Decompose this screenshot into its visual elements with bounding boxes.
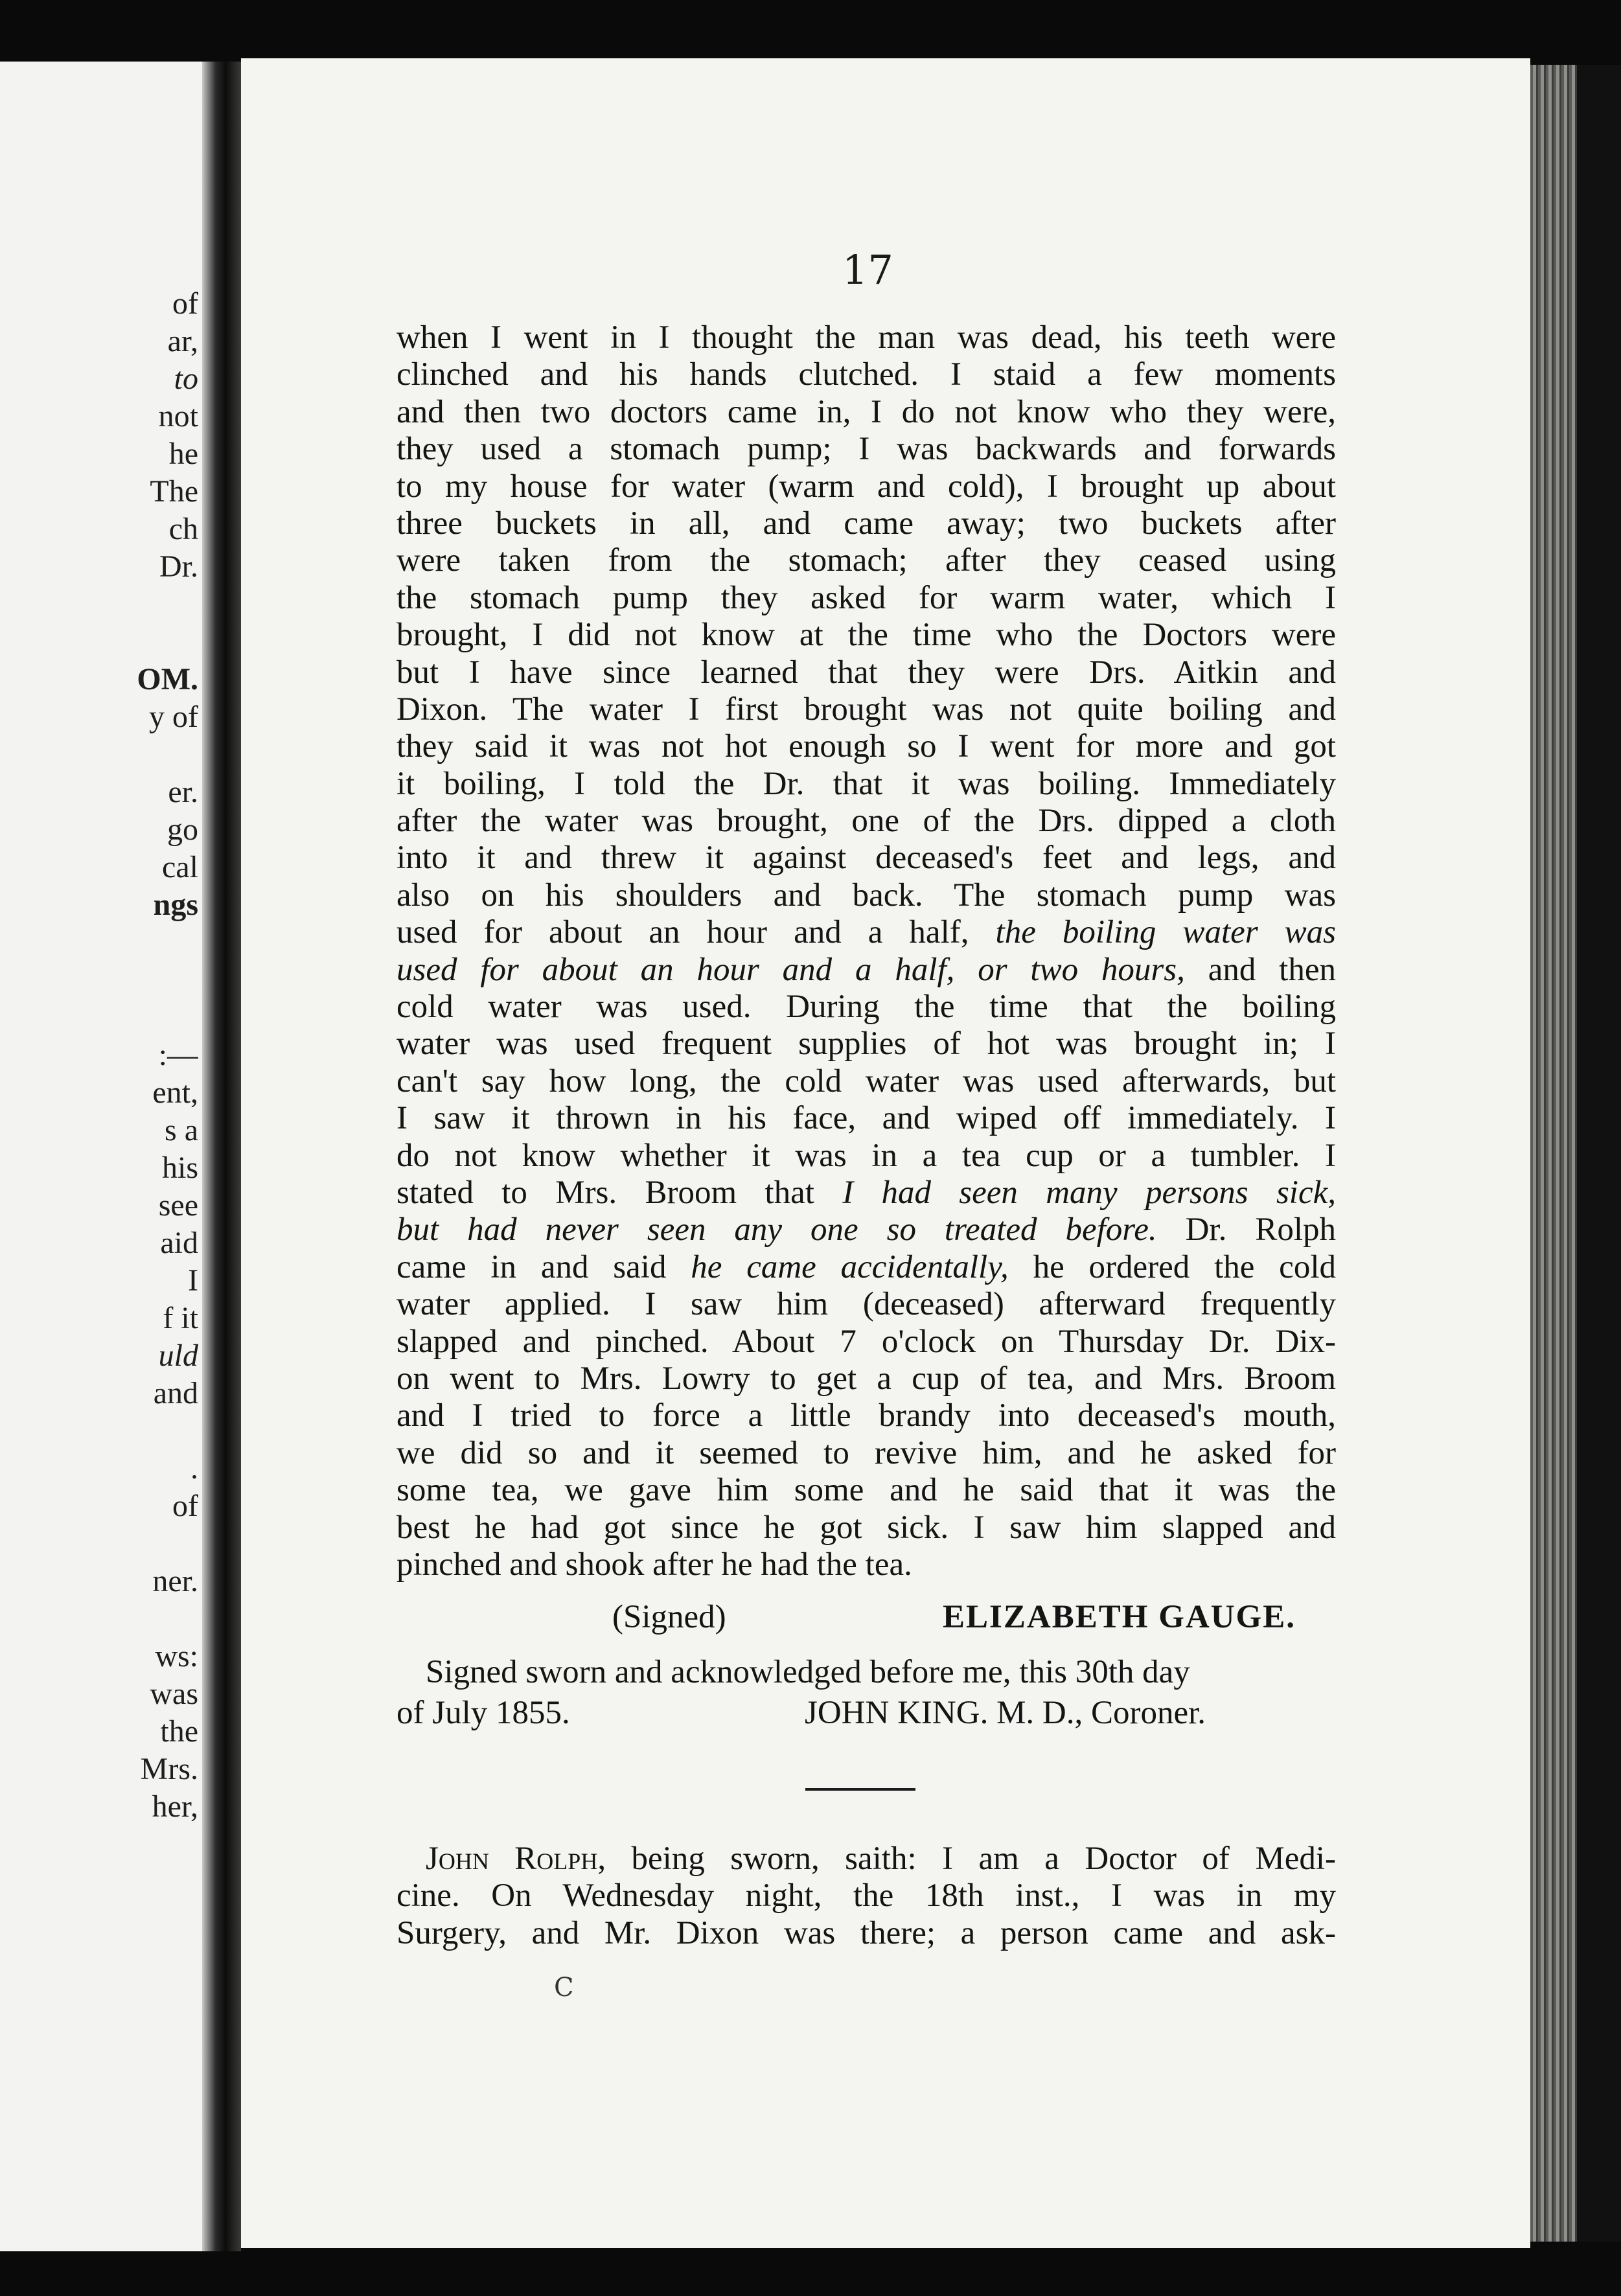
left-fragment: Dr. [159,549,198,584]
text-line: and then two doctors came in, I do not know who they were, [397,393,1336,430]
text-run: and then [1184,951,1336,988]
text-line [397,914,1336,951]
italic-run: used for about an hour and a half, or two hours, [397,951,1185,988]
text-line: can't say how long, the cold water was used afterwards, but [397,1062,1336,1099]
text-line: were taken from the stomach; after they ceased using [397,542,1336,579]
left-fragment: ngs [153,888,198,922]
left-fragment: uld [158,1338,198,1373]
text-line: after the water was brought, one of the Drs. dipped a cloth [397,803,1336,840]
text-line: water applied. I saw him (deceased) afterward frequently [397,1286,1336,1323]
text-line: they said it was not hot enough so I went for more and got [397,728,1336,765]
left-fragment: cal [162,850,198,884]
text-run: used for about an hour and a half, [397,914,996,951]
text-run: he ordered the cold [1008,1248,1336,1285]
text-line: slapped and pinched. About 7 o'clock on Thursday Dr. Dix- [397,1323,1336,1360]
left-fragment [0,736,198,774]
text-line: three buckets in all, and came away; two buckets after [397,505,1336,542]
left-fragment [0,623,198,661]
left-fragment: go [167,812,198,847]
text-line: the stomach pump they asked for warm water, which I [397,579,1336,616]
left-fragment: f it [163,1301,198,1335]
text-line: it boiling, I told the Dr. that it was boiling. Immediately [397,765,1336,802]
text-line: to my house for water (warm and cold), I brought up about [397,468,1336,505]
attestation-date: of July 1855. [397,1695,570,1731]
left-fragment: and [153,1376,198,1410]
left-fragment: y of [149,700,198,734]
text-line [397,1840,1336,1877]
text-line: when I went in I thought the man was dead, his teeth were [397,319,1336,356]
text-line: we did so and it seemed to revive him, and he asked for [397,1434,1336,1471]
left-fragment: ent, [152,1075,198,1110]
left-fragment: ar, [167,324,198,358]
page-stack-edge [1530,65,1577,2242]
text-line: also on his shoulders and back. The stomach pump was [397,877,1336,913]
text-line: on went to Mrs. Lowry to get a cup of tea, and Mrs. Broom [397,1360,1336,1397]
italic-run: he came accidentally, [691,1248,1009,1285]
left-fragment: Mrs. [140,1752,198,1786]
text-line [397,1211,1336,1248]
left-fragment [0,1600,198,1638]
left-fragment: OM. [137,662,198,696]
left-fragment: he [168,437,198,471]
text-line [397,1249,1336,1286]
text-line: Surgery, and Mr. Dixon was there; a person came and ask- [397,1914,1336,1951]
left-fragment [0,924,198,961]
left-fragment: his [161,1151,198,1185]
text-run: stated to Mrs. Broom that [397,1174,843,1211]
italic-run: I had seen many persons sick, [842,1174,1336,1211]
text-line: brought, I did not know at the time who the Doctors were [397,617,1336,654]
left-page-text-fragments [0,285,202,1826]
left-fragment [0,961,198,999]
text-line [397,1175,1336,1211]
left-fragment: The [150,474,198,509]
left-fragment [0,999,198,1037]
left-fragment: s a [165,1113,198,1147]
coroner-name: JOHN KING. M. D., Coroner. [805,1695,1206,1731]
text-line: do not know whether it was in a tea cup or a tumbler. I [397,1137,1336,1174]
text-run: , being sworn, saith: I am a Doctor of Medi- [597,1841,1337,1877]
text-line: but I have since learned that they were Drs. Aitkin and [397,654,1336,691]
text-line: Dixon. The water I first brought was not quite boiling and [397,691,1336,728]
left-fragment: the [160,1714,198,1749]
left-fragment: ws: [155,1639,198,1673]
text-line: best he had got since he got sick. I saw him slapped and [397,1509,1336,1546]
left-fragment: not [158,399,198,433]
attestation [397,1652,1336,1734]
witness-name: John Rolph [426,1841,598,1877]
testimony-body [397,319,1336,1583]
left-fragment: ner. [152,1564,198,1598]
text-line: cine. On Wednesday night, the 18th inst., I was in my [397,1877,1336,1914]
text-line: pinched and shook after he had the tea. [397,1546,912,1583]
left-fragment: to [174,362,198,396]
text-line: and I tried to force a little brandy into deceased's mouth, [397,1397,1336,1434]
left-fragment: her, [152,1789,198,1824]
left-fragment [0,1412,198,1450]
section-divider [805,1788,915,1791]
text-run: Dr. Rolph [1156,1211,1336,1248]
text-line: I saw it thrown in his face, and wiped off immediately. I [397,1100,1336,1137]
left-fragment [0,586,198,623]
scan-border [1577,65,1621,2242]
signed-label: (Signed) [612,1599,726,1635]
next-testimony [397,1840,1336,1951]
left-fragment: aid [160,1226,198,1260]
attestation-row [397,1693,1336,1734]
left-fragment: . [190,1451,198,1486]
italic-run: but had never seen any one so treated before. [397,1211,1157,1248]
page-number: 17 [842,246,893,293]
left-fragment: of [172,286,198,321]
left-fragment: er. [168,775,198,809]
text-line: water was used frequent supplies of hot was brought in; I [397,1026,1336,1062]
signatory-name: ELIZABETH GAUGE. [943,1599,1296,1635]
book-gutter [202,62,241,2251]
left-fragment: was [150,1677,198,1711]
text-line: they used a stomach pump; I was backwards and forwards [397,431,1336,468]
left-fragment: of [172,1489,198,1523]
text-line: some tea, we gave him some and he said that it was the [397,1472,1336,1509]
left-fragment: ch [168,512,198,546]
text-line: cold water was used. During the time that the boiling [397,989,1336,1026]
text-line [397,952,1336,989]
text-run: came in and said [397,1248,691,1285]
left-fragment: I [188,1263,198,1298]
text-line: into it and threw it against deceased's feet and legs, and [397,840,1336,877]
signature-mark: C [554,1973,574,2003]
text-line: clinched and his hands clutched. I staid a few moments [397,356,1336,393]
left-fragment [0,1525,198,1563]
italic-run: the boiling water was [995,914,1337,951]
attestation-line: Signed sworn and acknowledged before me, this 30th day [426,1654,1190,1690]
left-fragment: :— [158,1038,198,1072]
left-fragment: see [158,1188,198,1223]
